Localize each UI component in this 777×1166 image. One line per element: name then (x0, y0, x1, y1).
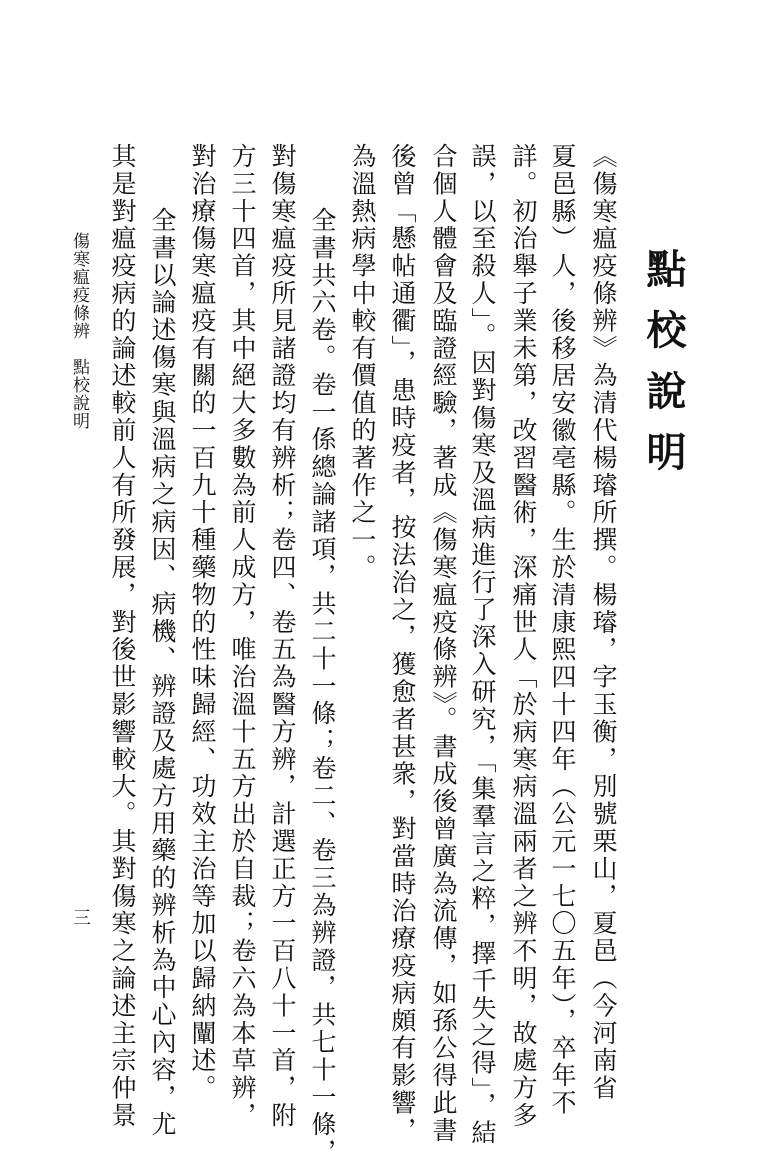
text-column-13: 其是對瘟疫病的論述較前人有所發展，對後世影響較大。其對傷寒之論述主宗仲景 (108, 143, 137, 1130)
text-column-9: 對傷寒瘟疫所見諸證均有辨析；卷四、卷五為醫方辨，計選正方一百八十一首，附 (268, 143, 297, 1130)
running-head-book: 傷寒瘟疫條辨 (69, 232, 89, 340)
text-column-8: 全書共六卷。卷一係總論諸項，共二十一條；卷二、卷三為辨證，共七十一條， (308, 207, 337, 1166)
text-column-2: 夏邑縣）人，後移居安徽亳縣。生於清康熙四十四年（公元一七〇五年），卒年不 (548, 143, 577, 1117)
running-head-section: 點校說明 (69, 358, 89, 430)
text-column-4: 誤，以至殺人」。因對傷寒及溫病進行了深入研究，「集羣言之粹，擇千失之得」，結 (468, 143, 497, 1147)
text-column-6: 後曾「懸帖通衢」，患時疫者，按法治之，獲愈者甚衆，對當時治療疫病頗有影響， (388, 143, 417, 1145)
text-column-5: 合個人體會及臨證經驗，著成《傷寒瘟疫條辨》。書成後曾廣為流傳，如孫公得此書 (429, 143, 458, 1145)
page-title: 點校說明 (640, 248, 687, 492)
text-column-10: 方三十四首，其中絕大多數為前人成方，唯治溫十五方出於自裁；卷六為本草辨， (228, 143, 257, 1130)
running-head (70, 232, 87, 430)
text-column-11: 對治療傷寒瘟疫有關的一百九十種藥物的性味歸經、功效主治等加以歸納闡述。 (188, 143, 217, 1102)
text-column-7: 為溫熱病學中較有價值的著作之一。 (348, 143, 377, 582)
page-number: 三 (73, 908, 91, 929)
text-column-12: 全書以論述傷寒與溫病之病因、病機、辨證及處方用藥的辨析為中心內容，尤 (148, 207, 177, 1139)
text-column-1: 《傷寒瘟疫條辨》為清代楊璿所撰。楊璿，字玉衡，別號栗山，夏邑（今河南省 (589, 143, 618, 1102)
text-column-3: 詳。初治舉子業未第，改習醫術，深痛世人「於病寒病溫兩者之辨不明，故處方多 (509, 143, 538, 1130)
